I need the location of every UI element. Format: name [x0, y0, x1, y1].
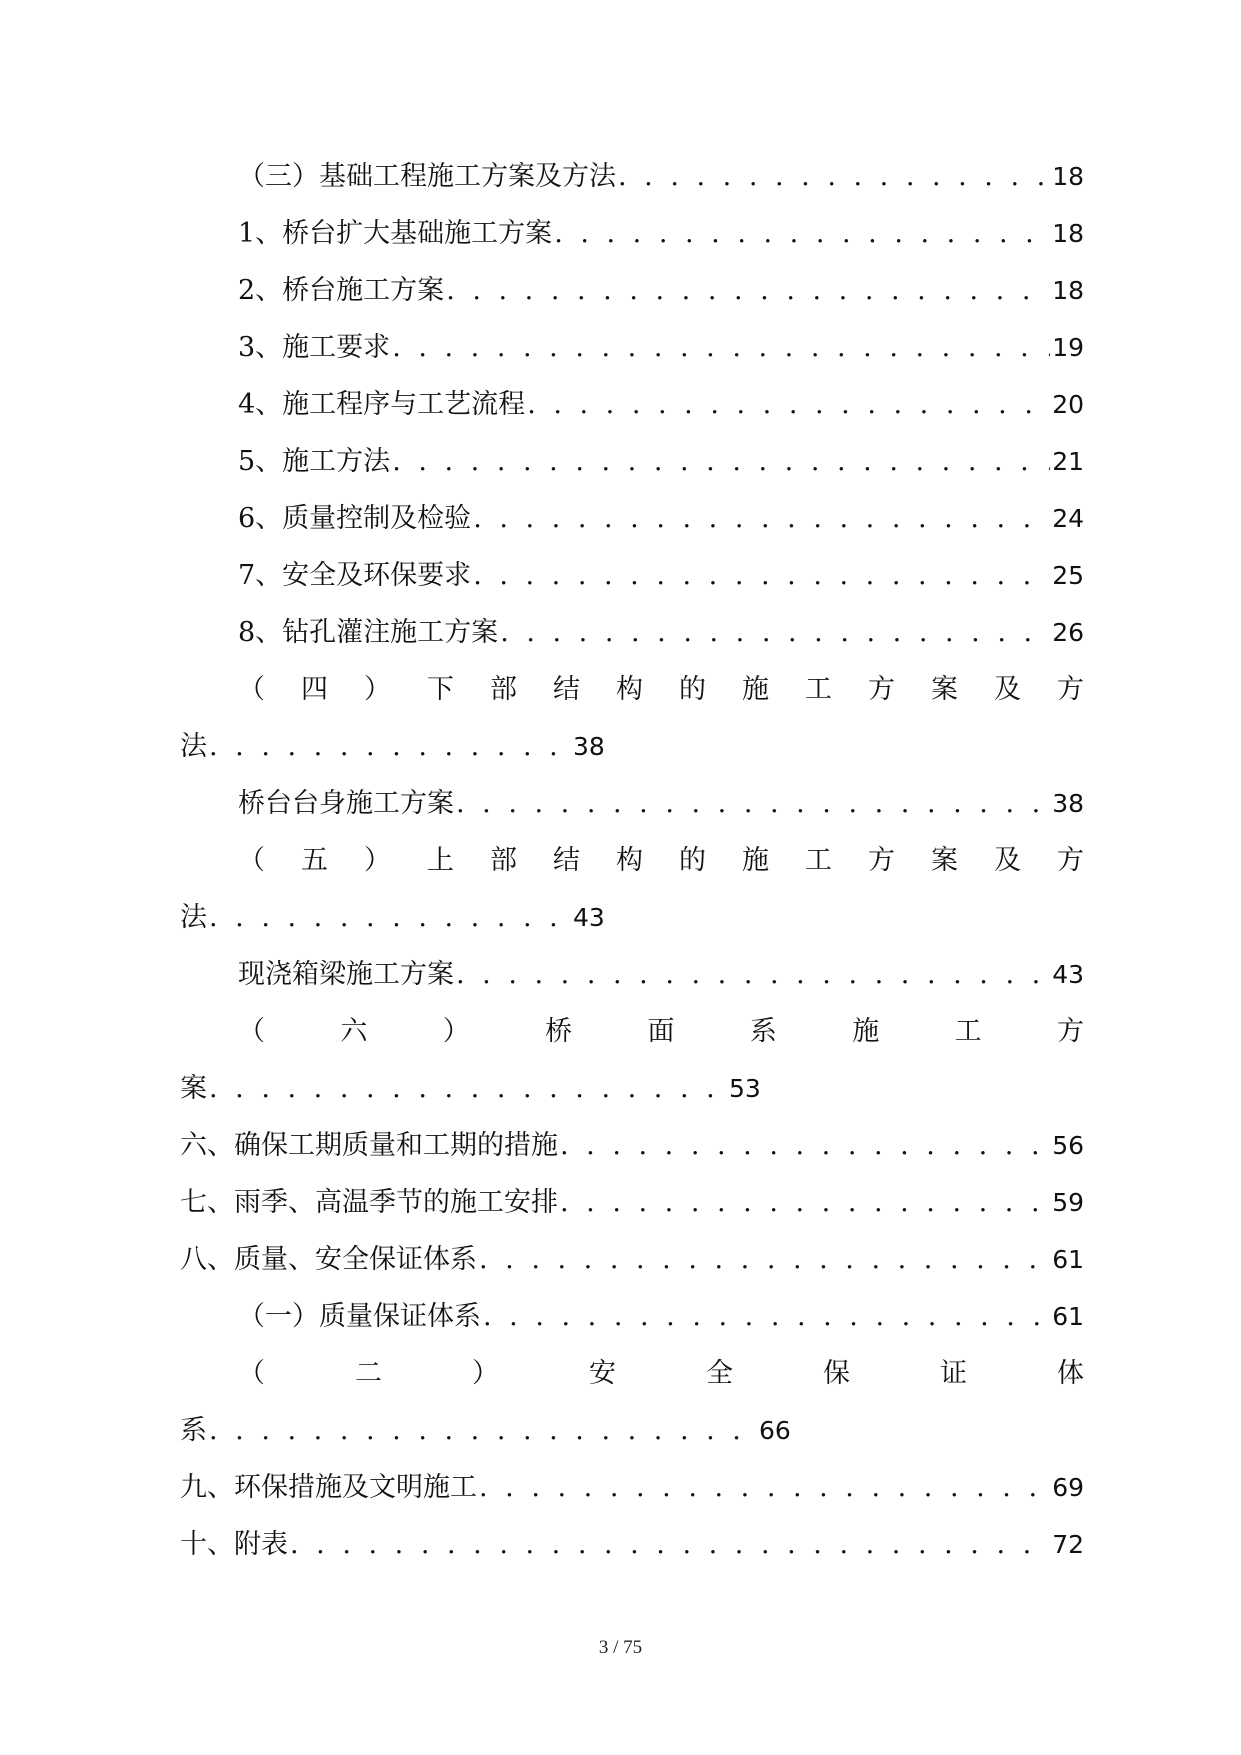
- toc-entry[interactable]: [180, 376, 1084, 433]
- toc-entry-spread[interactable]: [180, 661, 1084, 718]
- toc-page-number: 26: [1052, 618, 1084, 647]
- toc-page-number: 72: [1052, 1530, 1084, 1559]
- toc-char: 工: [805, 674, 832, 705]
- dot-leader: [473, 490, 1050, 547]
- toc-char: 施: [852, 1016, 880, 1047]
- toc-char: 证: [940, 1358, 967, 1389]
- toc-entry[interactable]: [180, 1174, 1084, 1231]
- toc-char: ）: [364, 845, 391, 876]
- toc-entry-continuation[interactable]: [180, 1060, 1084, 1117]
- toc-entry[interactable]: [180, 433, 1084, 490]
- toc-title: （一）质量保证体系: [238, 1301, 481, 1332]
- toc-char: 施: [742, 845, 769, 876]
- toc-entry[interactable]: [180, 262, 1084, 319]
- toc-char: 桥: [545, 1016, 573, 1047]
- page-footer-number: 3 / 75: [598, 1637, 643, 1658]
- dot-leader: [560, 1174, 1050, 1231]
- toc-char: 五: [301, 845, 328, 876]
- dot-leader: [290, 1516, 1050, 1573]
- dot-leader: [554, 205, 1050, 262]
- toc-title: 系: [180, 1415, 207, 1446]
- toc-title: 九、环保措施及文明施工: [180, 1472, 477, 1503]
- toc-title: 桥台台身施工方案: [238, 788, 454, 819]
- toc-char: 部: [490, 674, 517, 705]
- toc-char: 下: [427, 674, 454, 705]
- table-of-contents: [180, 148, 1084, 1573]
- toc-char: 施: [742, 674, 769, 705]
- toc-page-number: 21: [1052, 447, 1084, 476]
- toc-title: 7、安全及环保要求: [238, 560, 472, 591]
- toc-char: 保: [823, 1358, 850, 1389]
- toc-entry[interactable]: [180, 1516, 1084, 1573]
- toc-page-number: 69: [1052, 1473, 1084, 1502]
- toc-char: 及: [994, 845, 1021, 876]
- toc-entry[interactable]: [180, 1459, 1084, 1516]
- toc-entry-continuation[interactable]: [180, 889, 1084, 946]
- toc-title: 现浇箱梁施工方案: [238, 959, 454, 990]
- toc-title: 1、桥台扩大基础施工方案: [238, 218, 553, 249]
- dot-leader: [618, 148, 1050, 205]
- toc-entry[interactable]: [180, 604, 1084, 661]
- toc-entry-spread[interactable]: [180, 832, 1084, 889]
- toc-page-number: 38: [1052, 789, 1084, 818]
- dot-leader: [479, 1459, 1050, 1516]
- toc-entry[interactable]: [180, 205, 1084, 262]
- dot-leader: [500, 604, 1050, 661]
- toc-title: 法: [180, 731, 207, 762]
- toc-page-number: 25: [1052, 561, 1084, 590]
- toc-entry-continuation[interactable]: [180, 718, 1084, 775]
- toc-entry[interactable]: [180, 1231, 1084, 1288]
- toc-page-number: 38: [573, 732, 605, 761]
- toc-page-number: 56: [1052, 1131, 1084, 1160]
- toc-title: 八、质量、安全保证体系: [180, 1244, 477, 1275]
- dot-leader: [209, 889, 571, 946]
- toc-char: （: [238, 1358, 265, 1389]
- toc-title: 案: [180, 1073, 207, 1104]
- toc-char: 案: [931, 845, 958, 876]
- toc-char: 上: [427, 845, 454, 876]
- toc-char: 方: [868, 845, 895, 876]
- toc-title: 七、雨季、高温季节的施工安排: [180, 1187, 558, 1218]
- dot-leader: [209, 718, 571, 775]
- toc-char: 构: [616, 674, 643, 705]
- toc-title: 5、施工方法: [238, 446, 391, 477]
- toc-entry[interactable]: [180, 319, 1084, 376]
- toc-char: 及: [994, 674, 1021, 705]
- toc-char: 面: [647, 1016, 675, 1047]
- toc-char: 结: [553, 845, 580, 876]
- toc-char: 安: [589, 1358, 616, 1389]
- toc-char: 二: [355, 1358, 382, 1389]
- toc-page-number: 53: [729, 1074, 761, 1103]
- toc-page-number: 66: [759, 1416, 791, 1445]
- toc-page-number: 43: [1052, 960, 1084, 989]
- toc-title: 8、钻孔灌注施工方案: [238, 617, 499, 648]
- dot-leader: [560, 1117, 1050, 1174]
- toc-char: 构: [616, 845, 643, 876]
- toc-page-number: 24: [1052, 504, 1084, 533]
- toc-char: ）: [472, 1358, 499, 1389]
- toc-char: 六: [340, 1016, 368, 1047]
- toc-entry-continuation[interactable]: [180, 1402, 1084, 1459]
- dot-leader: [473, 547, 1050, 604]
- dot-leader: [527, 376, 1050, 433]
- toc-title: 3、施工要求: [238, 332, 391, 363]
- toc-char: 系: [749, 1016, 777, 1047]
- dot-leader: [209, 1402, 757, 1459]
- toc-entry-spread[interactable]: [180, 1345, 1084, 1402]
- dot-leader: [392, 433, 1050, 490]
- toc-char: 案: [931, 674, 958, 705]
- toc-char: 工: [954, 1016, 982, 1047]
- toc-char: 四: [301, 674, 328, 705]
- toc-char: 方: [1057, 1016, 1084, 1047]
- toc-page-number: 61: [1052, 1245, 1084, 1274]
- toc-char: 方: [1057, 845, 1084, 876]
- toc-page-number: 43: [573, 903, 605, 932]
- toc-entry[interactable]: [180, 547, 1084, 604]
- dot-leader: [479, 1231, 1050, 1288]
- toc-char: （: [238, 1016, 265, 1047]
- toc-entry[interactable]: [180, 1288, 1084, 1345]
- toc-char: 的: [679, 674, 706, 705]
- toc-char: 全: [706, 1358, 733, 1389]
- toc-entry[interactable]: [180, 775, 1084, 832]
- toc-char: 方: [868, 674, 895, 705]
- toc-char: 的: [679, 845, 706, 876]
- toc-page-number: 18: [1052, 276, 1084, 305]
- toc-char: ）: [364, 674, 391, 705]
- toc-title: 2、桥台施工方案: [238, 275, 445, 306]
- toc-char: 方: [1057, 674, 1084, 705]
- toc-char: ）: [442, 1016, 470, 1047]
- dot-leader: [392, 319, 1050, 376]
- toc-entry[interactable]: [180, 1117, 1084, 1174]
- toc-title: 4、施工程序与工艺流程: [238, 389, 526, 420]
- dot-leader: [209, 1060, 727, 1117]
- toc-title: （三）基础工程施工方案及方法: [238, 161, 616, 192]
- dot-leader: [456, 946, 1050, 1003]
- toc-char: 部: [490, 845, 517, 876]
- toc-page-number: 18: [1052, 219, 1084, 248]
- toc-char: （: [238, 674, 265, 705]
- toc-char: 工: [805, 845, 832, 876]
- toc-page-number: 61: [1052, 1302, 1084, 1331]
- toc-page-number: 59: [1052, 1188, 1084, 1217]
- toc-entry[interactable]: [180, 490, 1084, 547]
- toc-entry[interactable]: [180, 148, 1084, 205]
- dot-leader: [446, 262, 1050, 319]
- toc-char: 结: [553, 674, 580, 705]
- toc-title: 十、附表: [180, 1529, 288, 1560]
- toc-entry-spread[interactable]: [180, 1003, 1084, 1060]
- toc-page-number: 20: [1052, 390, 1084, 419]
- toc-char: 体: [1057, 1358, 1084, 1389]
- toc-page-number: 19: [1052, 333, 1084, 362]
- toc-char: （: [238, 845, 265, 876]
- toc-title: 法: [180, 902, 207, 933]
- dot-leader: [483, 1288, 1050, 1345]
- toc-title: 六、确保工期质量和工期的措施: [180, 1130, 558, 1161]
- dot-leader: [456, 775, 1050, 832]
- toc-title: 6、质量控制及检验: [238, 503, 472, 534]
- toc-entry[interactable]: [180, 946, 1084, 1003]
- toc-page-number: 18: [1052, 162, 1084, 191]
